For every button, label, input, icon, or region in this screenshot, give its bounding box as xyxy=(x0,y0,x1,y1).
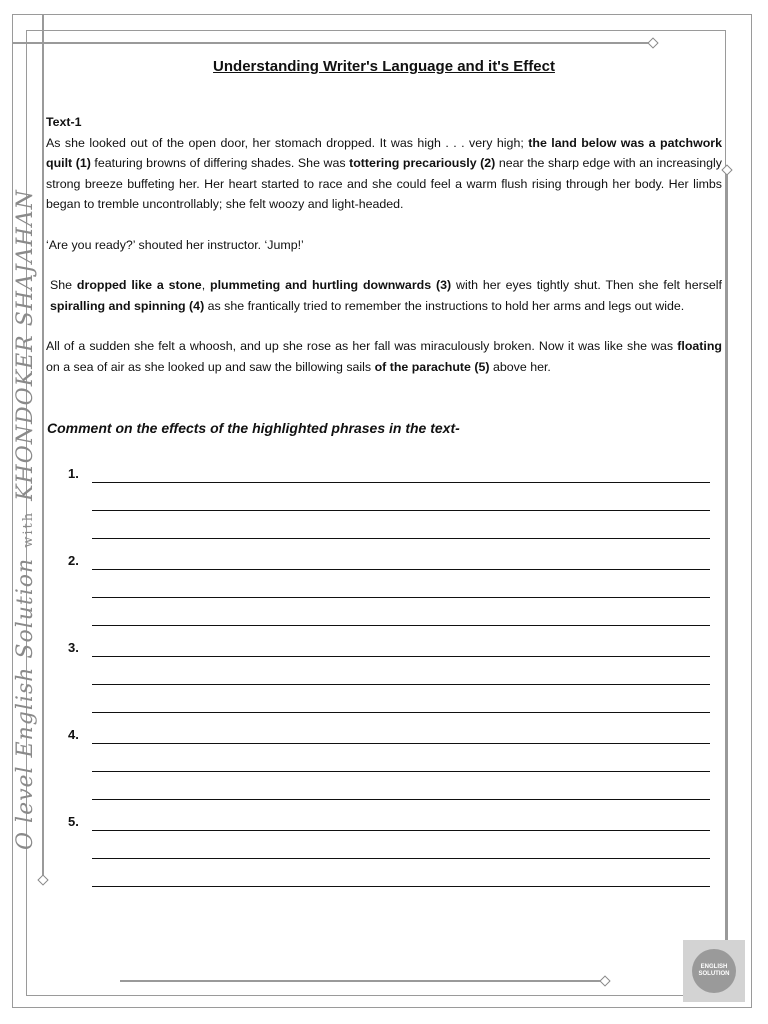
p3-text: with her eyes tightly shut. Then she felt herself xyxy=(451,278,722,292)
p4-text: above her. xyxy=(489,359,551,374)
p3-text: , xyxy=(201,278,210,292)
side-text-part1: O level English Solution xyxy=(13,557,38,850)
p1-text: As she looked out of the open door, her stomach dropped. It was high . . . very high; xyxy=(46,135,529,150)
answer-line[interactable] xyxy=(92,538,710,539)
logo-text: ENGLISH SOLUTION xyxy=(698,964,730,977)
side-watermark xyxy=(6,189,46,850)
highlight-3: plummeting and hurtling downwards (3) xyxy=(210,278,452,292)
paragraph-3 xyxy=(46,275,722,316)
side-text-with: with xyxy=(21,510,36,548)
p4-text: All of a sudden she felt a whoosh, and up she rose as her fall was miraculously broken. Now it was like she was xyxy=(46,339,678,353)
answer-block-3 xyxy=(68,634,713,721)
answer-line[interactable] xyxy=(92,510,710,511)
highlight-2: tottering precariously (2) xyxy=(349,156,496,170)
deco-line-right xyxy=(726,170,728,970)
answer-block-1 xyxy=(68,460,713,547)
answer-line[interactable] xyxy=(92,597,710,598)
answer-block-5 xyxy=(68,808,713,895)
answer-line[interactable] xyxy=(92,830,710,831)
highlight-3a: dropped like a stone xyxy=(76,278,202,292)
passage xyxy=(46,112,722,397)
p3-text: as she frantically tried to remember the instructions to hold her arms and legs out wide. xyxy=(204,298,685,313)
answer-line[interactable] xyxy=(92,858,710,859)
answer-number: 4. xyxy=(68,727,79,742)
answer-line[interactable] xyxy=(92,569,710,570)
answer-section xyxy=(68,460,713,895)
highlight-1: the land below was a patchwork quilt (1) xyxy=(46,135,723,170)
side-text-part2: KHONDOKER SHAJAHAN xyxy=(13,189,38,501)
answer-block-2 xyxy=(68,547,713,634)
p1-text: near the sharp edge with an increasingly strong breeze buffeting her. Her heart started to race and she could feel a warm flush rising through her body. Her limbs began to tremble uncontrollably; she felt woozy and light-headed. xyxy=(46,156,722,211)
answer-line[interactable] xyxy=(92,799,710,800)
p4-text: on a sea of air as she looked up and saw the billowing sails xyxy=(46,359,375,374)
answer-number: 5. xyxy=(68,814,79,829)
deco-line-top xyxy=(12,42,652,44)
logo-splash-icon xyxy=(692,949,736,993)
answer-number: 3. xyxy=(68,640,79,655)
answer-number: 2. xyxy=(68,553,79,568)
page-title: Understanding Writer's Language and it's Effect xyxy=(213,58,555,75)
deco-line-bottom xyxy=(120,980,604,982)
p1-text: featuring browns of differing shades. She was xyxy=(90,156,350,170)
answer-line[interactable] xyxy=(92,656,710,657)
answer-number: 1. xyxy=(68,466,79,481)
highlight-4: spiralling and spinning (4) xyxy=(50,298,205,313)
answer-block-4 xyxy=(68,721,713,808)
highlight-floating: floating xyxy=(677,339,722,353)
answer-line[interactable] xyxy=(92,743,710,744)
text-label: Text-1 xyxy=(46,115,82,129)
answer-line[interactable] xyxy=(92,625,710,626)
answer-line[interactable] xyxy=(92,712,710,713)
answer-line[interactable] xyxy=(92,684,710,685)
p3-text: She xyxy=(50,278,77,292)
answer-line[interactable] xyxy=(92,482,710,483)
paragraph-1 xyxy=(46,133,722,215)
question-prompt: Comment on the effects of the highlighted phrases in the text- xyxy=(47,420,460,436)
answer-line[interactable] xyxy=(92,886,710,887)
logo xyxy=(683,940,745,1002)
highlight-5: of the parachute (5) xyxy=(374,359,490,374)
answer-line[interactable] xyxy=(92,771,710,772)
paragraph-4 xyxy=(46,336,722,377)
paragraph-2: ‘Are you ready?’ shouted her instructor. ‘Jump!’ xyxy=(46,237,304,252)
